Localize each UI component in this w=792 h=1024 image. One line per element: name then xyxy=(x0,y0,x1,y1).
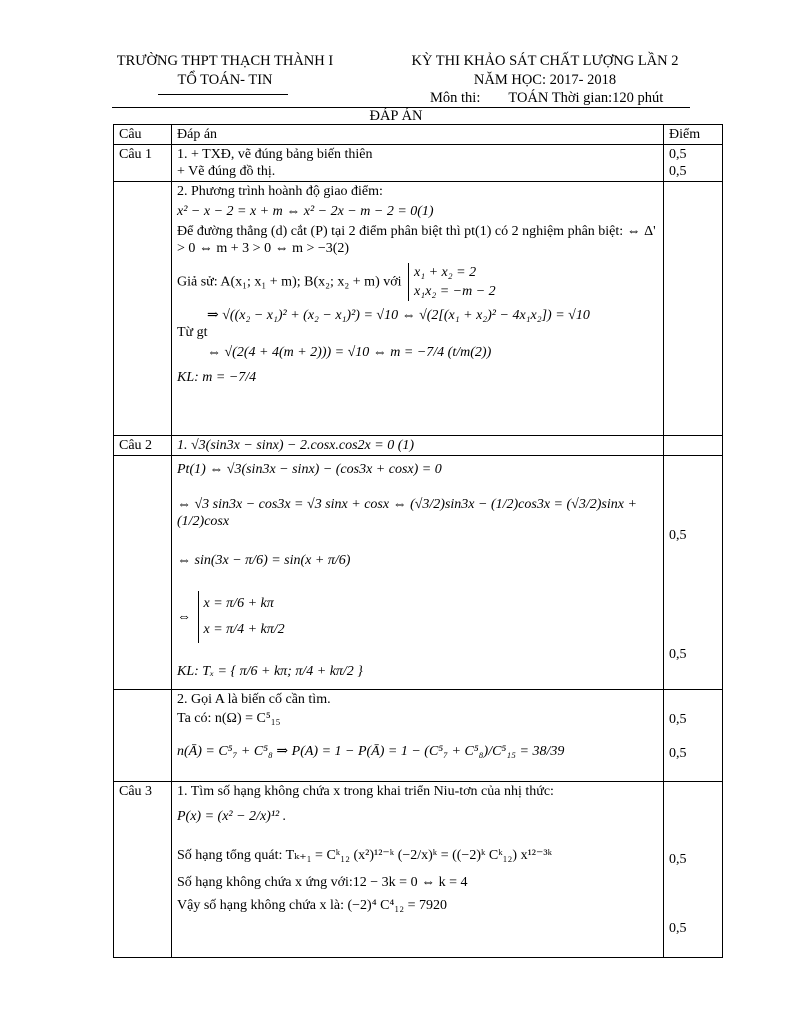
answer-cell xyxy=(172,456,664,690)
question-label-empty xyxy=(114,182,172,436)
col-header-score: Điểm xyxy=(664,125,723,145)
score-value: 0,5 xyxy=(669,746,687,761)
answer-line: Ta có: n(Ω) = C⁵₁₅ xyxy=(177,711,281,726)
exam-name: KỲ THI KHẢO SÁT CHẤT LƯỢNG LẦN 2 xyxy=(411,53,679,69)
equation: ⇔ √(2(4 + 4(m + 2))) = √10 ⇔ m = −7/4 (t/m(2)) xyxy=(207,345,492,360)
answer-line: Từ gt xyxy=(177,325,208,340)
table-row xyxy=(114,182,723,436)
answer-line: 2. Gọi A là biến cố cần tìm. xyxy=(177,692,331,707)
department-underline xyxy=(158,94,288,95)
answer-line: Vậy số hạng không chứa x là: (−2)⁴ C⁴₁₂ = 7920 xyxy=(177,898,447,913)
table-row xyxy=(114,690,723,782)
answer-line: + Vẽ đúng đồ thị. xyxy=(177,164,276,179)
question-label: Câu 1 xyxy=(114,145,172,182)
equation: KL: m = −7/4 xyxy=(177,370,257,385)
answer-cell xyxy=(172,690,664,782)
department-name: TỔ TOÁN- TIN xyxy=(177,72,273,88)
school-name: TRƯỜNG THPT THẠCH THÀNH I xyxy=(116,53,334,69)
answer-line: 1. Tìm số hạng không chứa x trong khai triển Niu-tơn của nhị thức: xyxy=(177,784,554,799)
equation: x = π/6 + kπ xyxy=(203,596,274,611)
answer-line: 1. + TXĐ, vẽ đúng bảng biến thiên xyxy=(177,147,373,162)
score-value: 0,5 xyxy=(669,712,687,727)
answer-cell xyxy=(172,182,664,436)
question-label-empty xyxy=(114,690,172,782)
col-header-answer: Đáp án xyxy=(172,125,664,145)
score-value: 0,5 xyxy=(669,147,687,162)
subject-label: Môn thi: xyxy=(430,90,481,106)
subject-value: TOÁN Thời gian:120 phút xyxy=(508,90,664,106)
answer-line: Số hạng tổng quát: Tₖ₊₁ = Cᵏ₁₂ (x²)¹²⁻ᵏ (−2/x)ᵏ = ((−2)ᵏ Cᵏ₁₂) x¹²⁻³ᵏ xyxy=(177,848,552,863)
equation: x² − x − 2 = x + m ⇔ x² − 2x − m − 2 = 0(1) xyxy=(177,204,434,219)
score-value: 0,5 xyxy=(669,921,687,936)
table-row xyxy=(114,782,723,958)
score-cell xyxy=(664,456,723,690)
answer-line: Để đường thẳng (d) cắt (P) tại 2 điểm phân biệt thì pt(1) có 2 nghiệm phân biệt: ⇔ Δ' > 0 ⇔ m + 3 > 0 ⇔ m > −3(2) xyxy=(177,224,656,256)
score-value: 0,5 xyxy=(669,852,687,867)
answer-line: Số hạng không chứa x ứng với:12 − 3k = 0 ⇔ k = 4 xyxy=(177,875,468,890)
equation-system xyxy=(408,263,496,301)
equation: x₁ + x₂ = 2 xyxy=(414,265,477,280)
score-value: 0,5 xyxy=(669,164,687,179)
score-cell xyxy=(664,436,723,456)
question-label: Câu 2 xyxy=(114,436,172,456)
answer-cell xyxy=(172,436,664,456)
equation: 1. √3(sin3x − sinx) − 2.cosx.cos2x = 0 (1) xyxy=(177,438,415,453)
equation: Pt(1) ⇔ √3(sin3x − sinx) − (cos3x + cosx) = 0 xyxy=(177,462,442,477)
table-row xyxy=(114,145,723,182)
col-header-question: Câu xyxy=(114,125,172,145)
school-header xyxy=(100,52,350,90)
solution-set-block: ⇔ x = π/6 + kπ x = π/4 + kπ/2 xyxy=(177,591,658,643)
assumption-block xyxy=(177,263,658,301)
table-header-row xyxy=(114,125,723,145)
answer-line: 2. Phương trình hoành độ giao điểm: xyxy=(177,184,383,199)
score-value: 0,5 xyxy=(669,528,687,543)
equation: ⇔ √3 sin3x − cos3x = √3 sinx + cosx ⇔ (√3/2)sin3x − (1/2)cos3x = (√3/2)sinx + (1/2)cosx xyxy=(177,497,637,529)
score-value: 0,5 xyxy=(669,647,687,662)
equation: P(x) = (x² − 2/x)¹² . xyxy=(177,809,287,824)
subject-line xyxy=(430,90,663,107)
table-row xyxy=(114,456,723,690)
answer-cell xyxy=(172,782,664,958)
answer-table xyxy=(113,124,723,958)
equation: n(Ā) = C⁵₇ + C⁵₈ ⇒ P(A) = 1 − P(Ā) = 1 − (C⁵₇ + C⁵₈)/C⁵₁₅ = 38/39 xyxy=(177,744,565,759)
answer-cell xyxy=(172,145,664,182)
equation: KL: Tₓ = { π/6 + kπ; π/4 + kπ/2 } xyxy=(177,664,363,679)
equation: ⇔ sin(3x − π/6) = sin(x + π/6) xyxy=(177,553,351,568)
score-cell xyxy=(664,182,723,436)
score-cell xyxy=(664,145,723,182)
equation: x₁x₂ = −m − 2 xyxy=(414,284,496,299)
score-cell xyxy=(664,782,723,958)
equation: ⇒ √((x₂ − x₁)² + (x₂ − x₁)²) = √10 ⇔ √(2[(x₁ + x₂)² − 4x₁x₂]) = √10 xyxy=(207,308,590,323)
question-label-empty xyxy=(114,456,172,690)
equation: x = π/4 + kπ/2 xyxy=(203,622,285,637)
equation-system xyxy=(198,591,285,643)
table-row xyxy=(114,436,723,456)
score-cell xyxy=(664,690,723,782)
question-label: Câu 3 xyxy=(114,782,172,958)
answer-line: Giả sử: A(x₁; x₁ + m); B(x₂; x₂ + m) với xyxy=(177,274,402,290)
page-title: ĐÁP ÁN xyxy=(369,108,423,124)
school-year: NĂM HỌC: 2017- 2018 xyxy=(473,72,617,88)
exam-header xyxy=(385,52,705,90)
